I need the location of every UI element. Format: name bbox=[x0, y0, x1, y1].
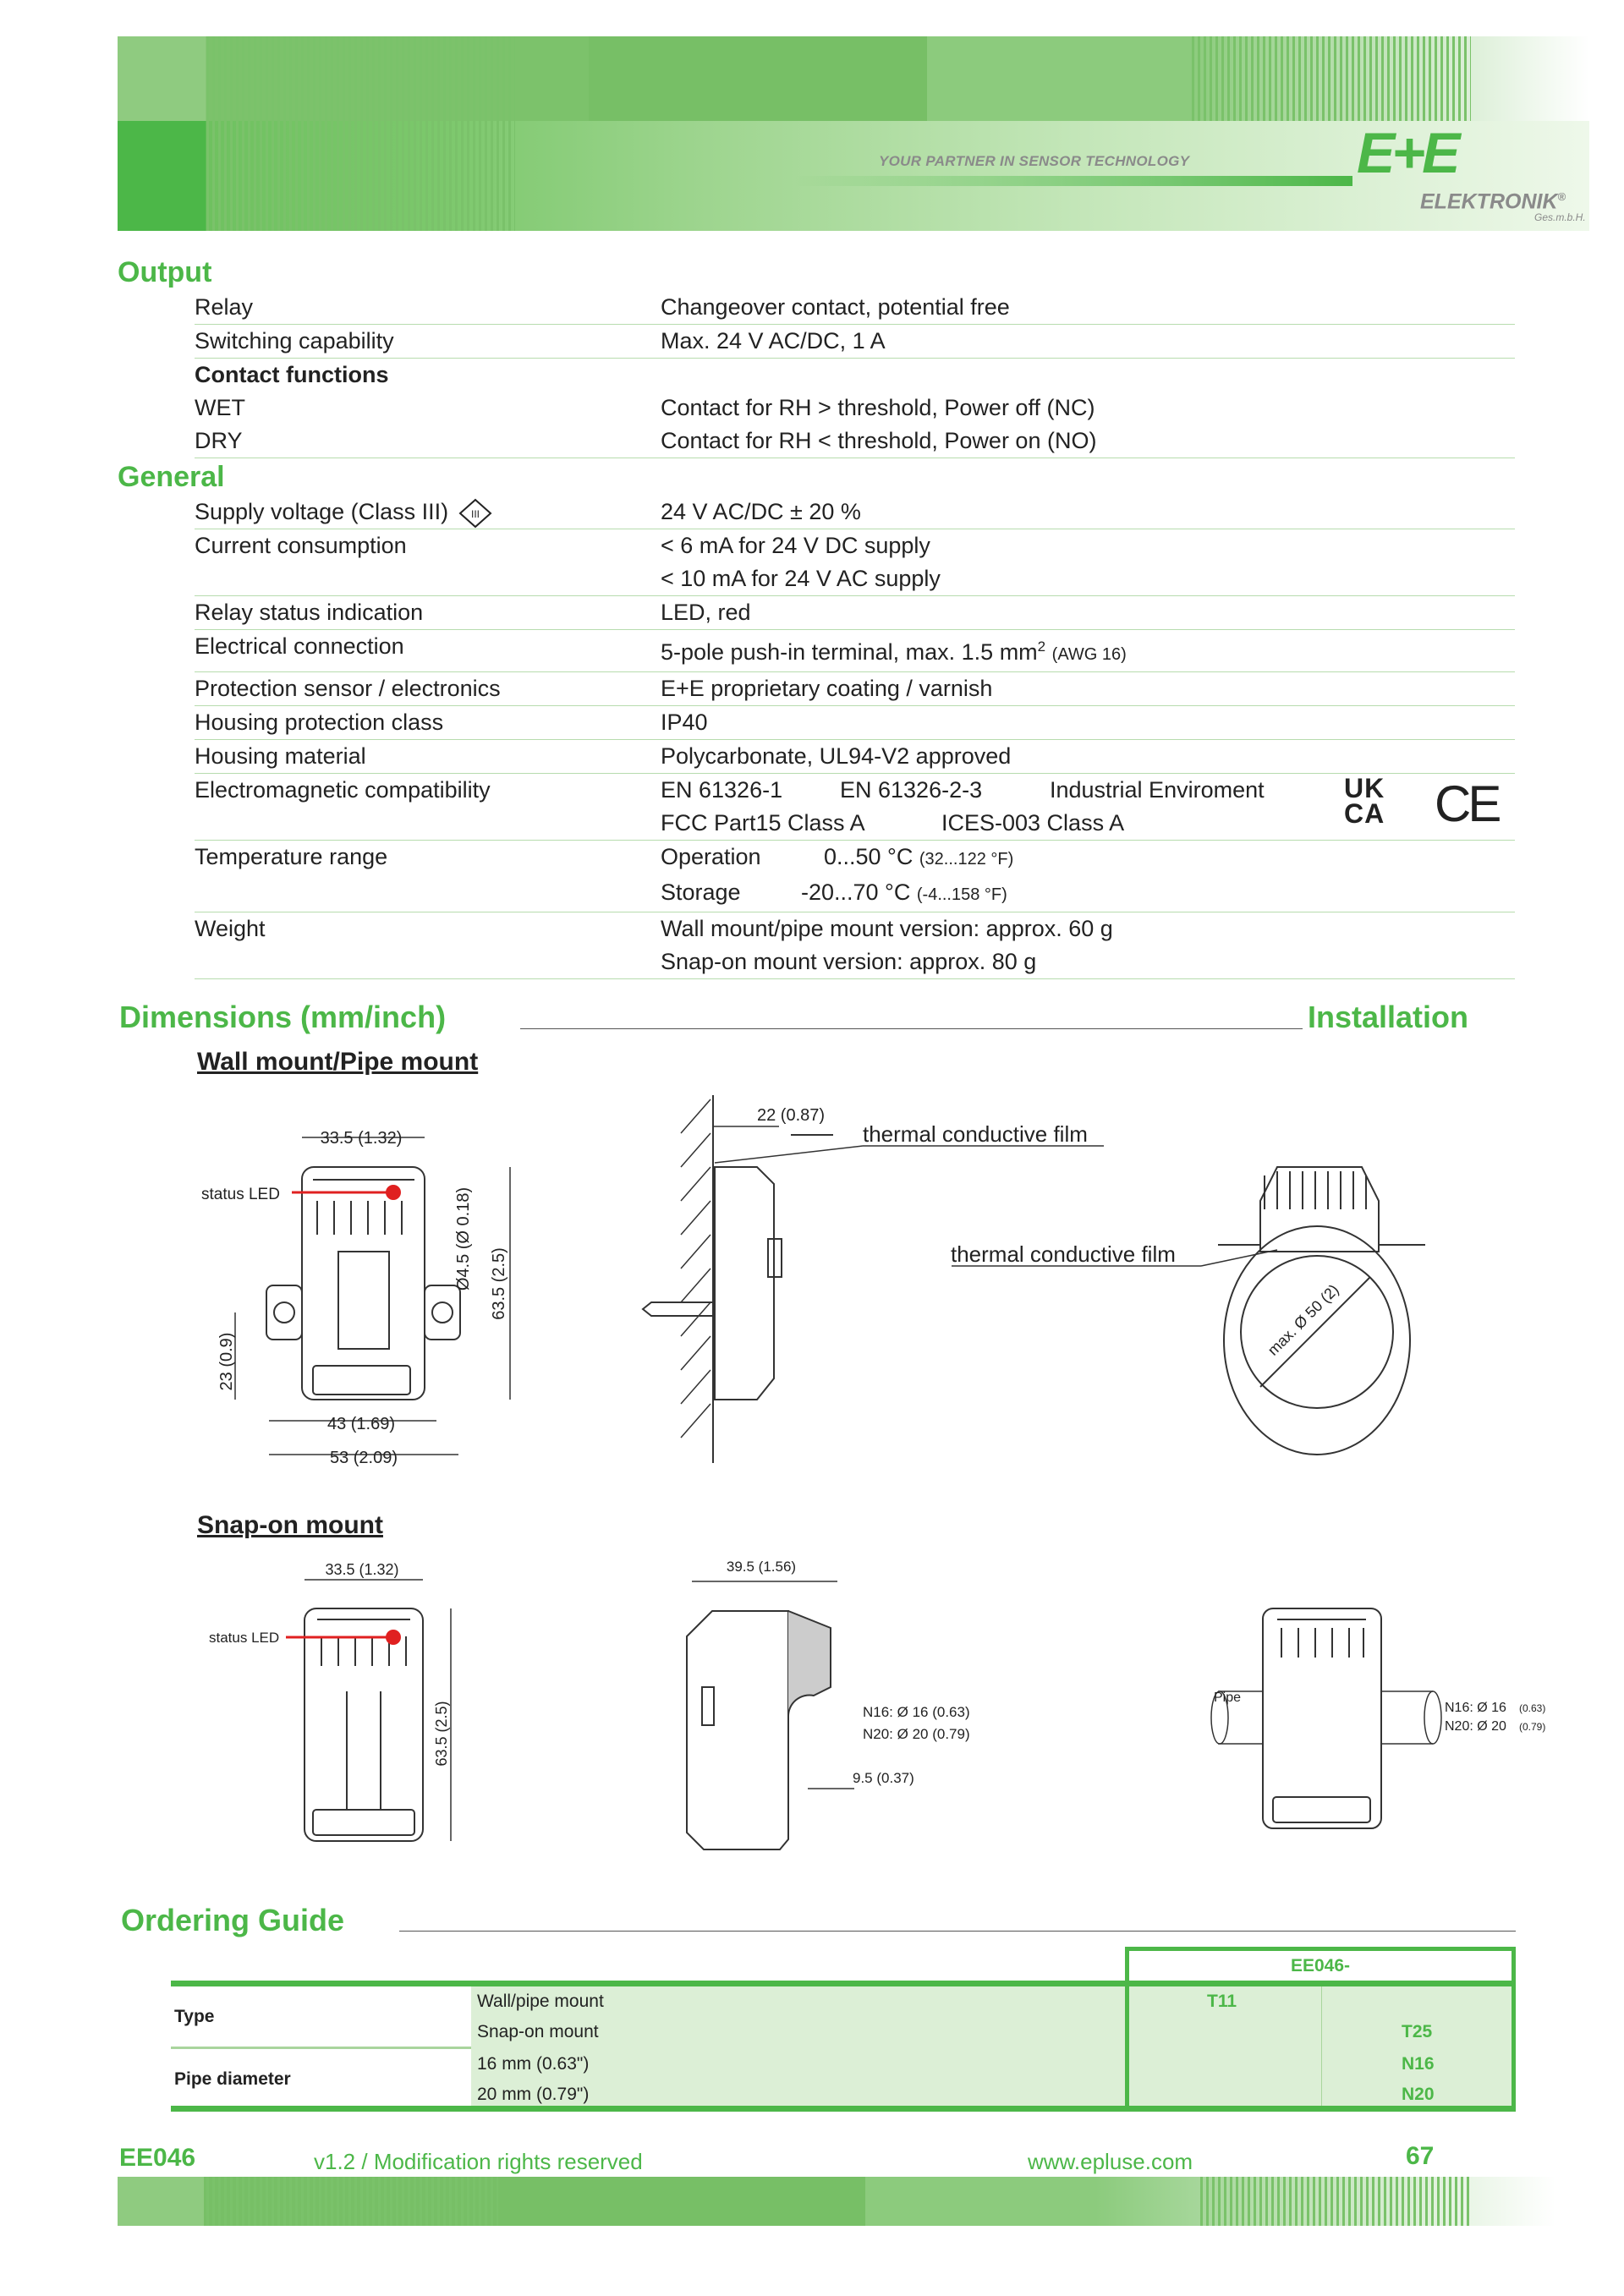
footer-version: v1.2 / Modification rights reserved bbox=[314, 2149, 643, 2174]
code: N20 bbox=[1402, 2085, 1435, 2104]
spec-label: Electrical connection bbox=[195, 633, 404, 659]
status-led-label: status LED bbox=[201, 1186, 280, 1203]
ordering-table bbox=[171, 1986, 1516, 2112]
dim-label: 63.5 (2.5) bbox=[490, 1247, 508, 1320]
dim-label: 63.5 (2.5) bbox=[433, 1701, 450, 1767]
code: T11 bbox=[1207, 1992, 1237, 2011]
installation-view bbox=[951, 1167, 1425, 1455]
code: N16 bbox=[1402, 2054, 1435, 2074]
dim-label: N16: Ø 16 bbox=[1445, 1701, 1506, 1715]
dim-label: 43 (1.69) bbox=[326, 1415, 396, 1433]
dim-label: N16: Ø 16 (0.63) bbox=[863, 1704, 970, 1720]
option-label: 16 mm (0.63") bbox=[477, 2054, 590, 2074]
code: T25 bbox=[1402, 2022, 1433, 2041]
dim-label: 53 (2.09) bbox=[329, 1449, 398, 1467]
spec-value: Contact for RH < threshold, Power on (NO) bbox=[661, 428, 1097, 453]
wall-mount-heading: Wall mount/Pipe mount bbox=[197, 1048, 479, 1076]
group-label: Type bbox=[174, 2007, 215, 2026]
general-heading: General bbox=[118, 461, 225, 493]
spec-label: Supply voltage (Class III) III bbox=[195, 496, 661, 529]
dim-label: N20: Ø 20 bbox=[1445, 1719, 1506, 1734]
logo-suffix: Ges.m.b.H. bbox=[1534, 211, 1586, 223]
spec-label: Housing protection class bbox=[195, 710, 444, 735]
dim-label: 23 (0.9) bbox=[217, 1332, 236, 1391]
ce-mark: CE bbox=[1435, 775, 1499, 832]
spec-label: Housing material bbox=[195, 743, 366, 769]
dim-label: Ø4.5 (Ø 0.18) bbox=[454, 1186, 473, 1291]
footer-url[interactable]: www.epluse.com bbox=[1028, 2149, 1193, 2174]
snap-installation-view bbox=[1211, 1608, 1545, 1828]
group-label: Pipe diameter bbox=[174, 2069, 291, 2089]
spec-value: LED, red bbox=[661, 600, 751, 625]
svg-text:III: III bbox=[470, 507, 480, 520]
footer-product: EE046 bbox=[119, 2144, 196, 2172]
dim-label: 33.5 (1.32) bbox=[320, 1129, 403, 1148]
wall-front-view bbox=[201, 1129, 510, 1467]
spec-value: Operation 0...50 °C (32...122 °F) Storage -20...70 °C (-4...158 °F) bbox=[661, 844, 1014, 905]
snap-front-view bbox=[209, 1561, 451, 1841]
divider bbox=[399, 1931, 1516, 1932]
spec-value: E+E proprietary coating / varnish bbox=[661, 676, 993, 701]
spec-label: Contact functions bbox=[195, 362, 389, 387]
spec-value: Changeover contact, potential free bbox=[661, 294, 1010, 320]
spec-value: EN 61326-1 EN 61326-2-3 Industrial Enviroment FCC Part15 Class A ICES-003 Class A UK CA CE bbox=[661, 773, 1499, 836]
spec-value: < 6 mA for 24 V DC supply bbox=[661, 533, 930, 558]
spec-value: Polycarbonate, UL94-V2 approved bbox=[661, 743, 1012, 769]
spec-value: 5-pole push-in terminal, max. 1.5 $mm^2$ (AWG 16) bbox=[661, 638, 1127, 665]
installation-heading: Installation bbox=[1308, 1000, 1469, 1034]
film-label: thermal conductive film bbox=[951, 1241, 1176, 1267]
spec-label: Electromagnetic compatibility bbox=[195, 777, 491, 803]
spec-value: 24 V AC/DC ± 20 % bbox=[661, 499, 861, 524]
page-number: 67 bbox=[1406, 2142, 1435, 2170]
dim-label: N20: Ø 20 (0.79) bbox=[863, 1726, 970, 1742]
spec-label: Protection sensor / electronics bbox=[195, 676, 501, 701]
dim-label: 39.5 (1.56) bbox=[726, 1559, 797, 1575]
spec-label: Weight bbox=[195, 916, 266, 941]
tagline: YOUR PARTNER IN SENSOR TECHNOLOGY bbox=[879, 153, 1190, 169]
spec-label: WET bbox=[195, 395, 245, 420]
option-label: Wall/pipe mount bbox=[477, 1992, 604, 2011]
spec-value: < 10 mA for 24 V AC supply bbox=[661, 566, 941, 591]
dim-label: 22 (0.87) bbox=[757, 1106, 826, 1125]
logo-name: ELEKTRONIK® bbox=[1420, 189, 1566, 214]
spec-label: Current consumption bbox=[195, 533, 407, 558]
pipe-label: Pipe bbox=[1214, 1690, 1242, 1705]
spec-value: Contact for RH > threshold, Power off (NC) bbox=[661, 395, 1095, 420]
snap-on-heading: Snap-on mount bbox=[197, 1511, 383, 1539]
spec-value: IP40 bbox=[661, 710, 708, 735]
spec-value: Snap-on mount version: approx. 80 g bbox=[661, 949, 1037, 974]
logo-mark: E+E bbox=[1357, 121, 1457, 185]
option-label: 20 mm (0.79") bbox=[477, 2085, 590, 2104]
spec-label: DRY bbox=[195, 428, 243, 453]
dim-label: (0.79) bbox=[1519, 1721, 1546, 1733]
dim-label: 9.5 (0.37) bbox=[853, 1770, 914, 1786]
dim-label: max. Ø 50 (2) bbox=[1264, 1280, 1342, 1359]
dimensions-heading: Dimensions (mm/inch) bbox=[119, 1000, 447, 1034]
spec-label: Switching capability bbox=[195, 328, 394, 353]
spec-value: Wall mount/pipe mount version: approx. 60 g bbox=[661, 916, 1113, 941]
dim-label: (0.63) bbox=[1519, 1702, 1546, 1714]
spec-label: Relay status indication bbox=[195, 600, 424, 625]
output-heading: Output bbox=[118, 256, 212, 288]
spec-label: Temperature range bbox=[195, 844, 388, 869]
footer-banner bbox=[118, 2177, 1555, 2226]
option-label: Snap-on mount bbox=[477, 2022, 599, 2041]
dim-label: 33.5 (1.32) bbox=[325, 1561, 399, 1578]
spec-label: Relay bbox=[195, 294, 254, 320]
ordering-heading: Ordering Guide bbox=[121, 1903, 345, 1937]
status-led-label: status LED bbox=[209, 1630, 280, 1646]
snap-side-view bbox=[687, 1559, 970, 1849]
wall-side-view bbox=[643, 1095, 1104, 1463]
film-label: thermal conductive film bbox=[863, 1121, 1088, 1147]
model-header: EE046- bbox=[1125, 1947, 1516, 1982]
spec-value: Max. 24 V AC/DC, 1 A bbox=[661, 328, 886, 353]
ukca-mark: UK CA bbox=[1344, 773, 1385, 829]
